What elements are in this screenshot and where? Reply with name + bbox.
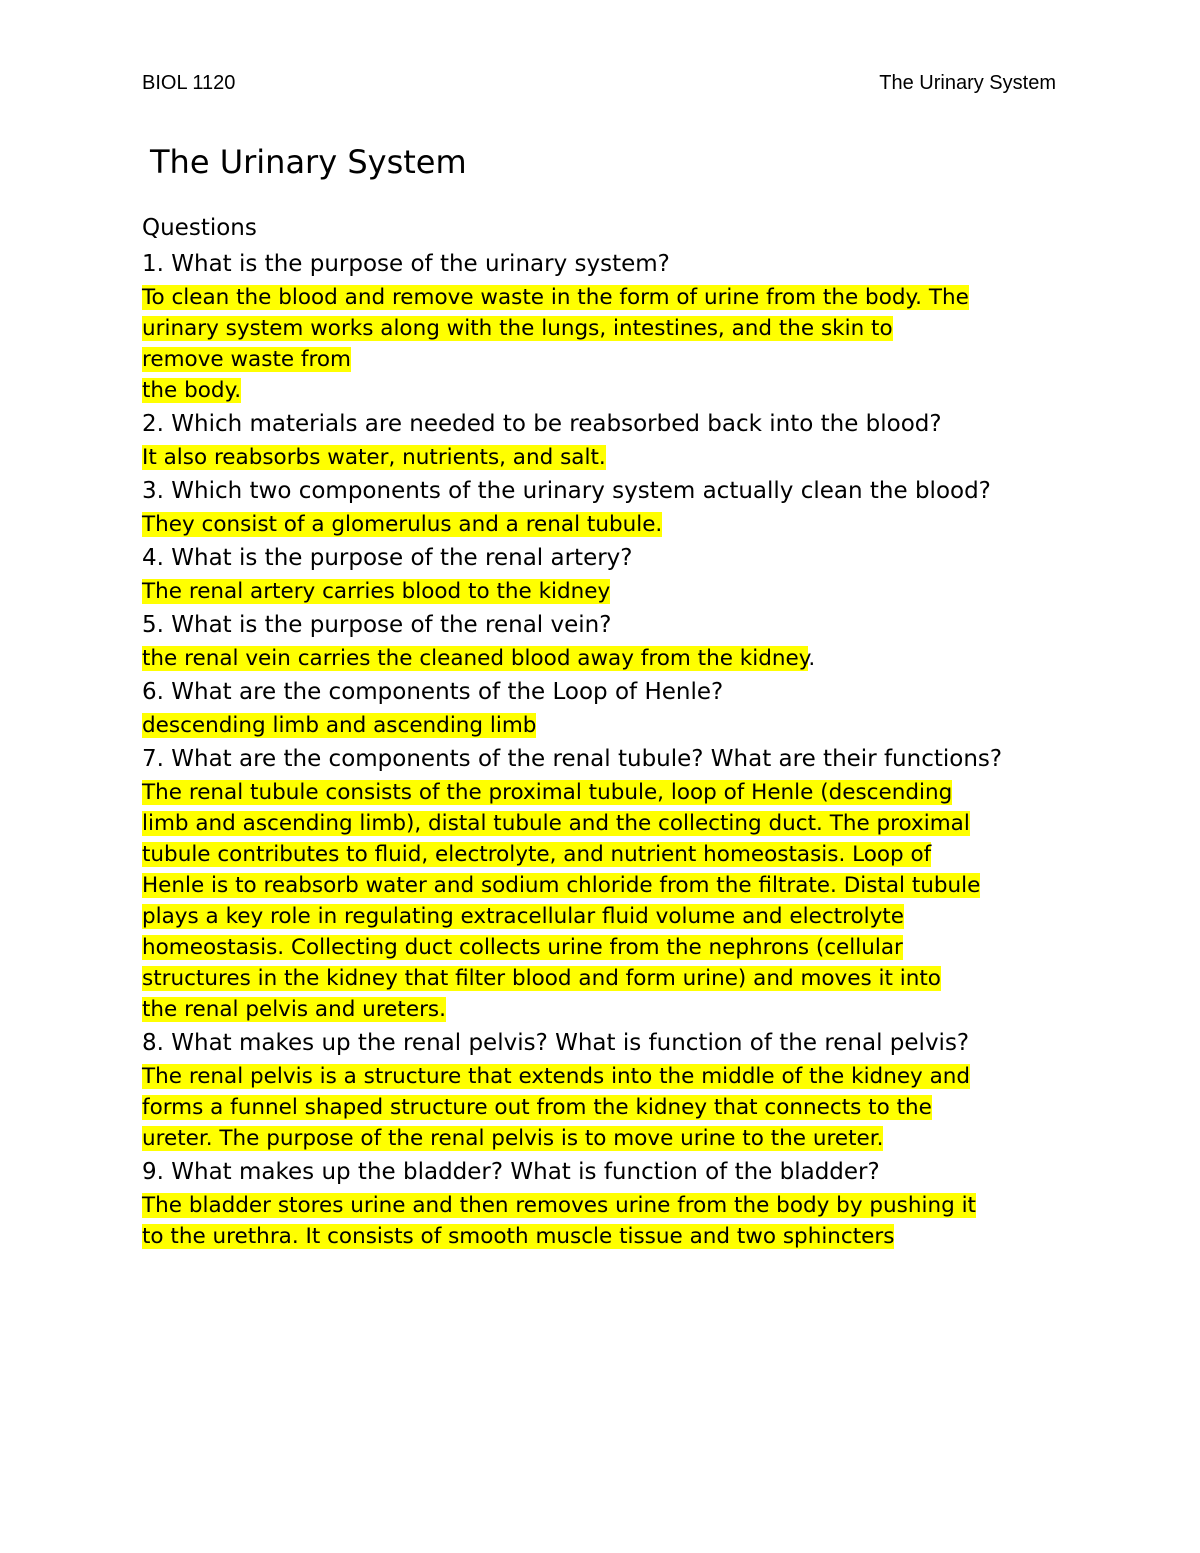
answer-line: To clean the blood and remove waste in the form of urine from the body. The <box>142 285 969 310</box>
answer-line: forms a funnel shaped structure out from the kidney that connects to the <box>142 1095 932 1120</box>
answer-2 <box>142 442 1072 473</box>
answer-line: The renal tubule consists of the proximal tubule, loop of Henle (descending <box>142 780 953 805</box>
answer-line: the body. <box>142 378 242 403</box>
section-label: Questions <box>142 215 257 241</box>
answer-line: descending limb and ascending limb <box>142 713 537 738</box>
question-2: 2. Which materials are needed to be reabsorbed back into the blood? <box>142 411 942 437</box>
answer-3 <box>142 509 1072 540</box>
header-course: BIOL 1120 <box>142 72 236 94</box>
answer-line: homeostasis. Collecting duct collects urine from the nephrons (cellular <box>142 935 903 960</box>
answer-line: structures in the kidney that filter blood and form urine) and moves it into <box>142 966 941 991</box>
running-header <box>142 72 1056 102</box>
answer-line: limb and ascending limb), distal tubule and the collecting duct. The proximal <box>142 811 970 836</box>
question-1: 1. What is the purpose of the urinary system? <box>142 251 670 277</box>
answer-line: Henle is to reabsorb water and sodium chloride from the filtrate. Distal tubule <box>142 873 981 898</box>
document-body <box>142 210 1072 1252</box>
question-3: 3. Which two components of the urinary system actually clean the blood? <box>142 478 991 504</box>
answer-line: The renal pelvis is a structure that extends into the middle of the kidney and <box>142 1064 971 1089</box>
header-topic: The Urinary System <box>879 72 1056 94</box>
answer-line: tubule contributes to fluid, electrolyte, and nutrient homeostasis. Loop of <box>142 842 932 867</box>
answer-tail: . <box>808 646 816 671</box>
answer-line: ureter. The purpose of the renal pelvis is to move urine to the ureter. <box>142 1126 884 1151</box>
answer-line: plays a key role in regulating extracellular fluid volume and electrolyte <box>142 904 904 929</box>
question-6: 6. What are the components of the Loop of Henle? <box>142 679 724 705</box>
question-4: 4. What is the purpose of the renal artery? <box>142 545 633 571</box>
answer-line: The bladder stores urine and then removes urine from the body by pushing it <box>142 1193 976 1218</box>
answer-7 <box>142 777 1072 1025</box>
answer-1 <box>142 282 1072 406</box>
answer-line: the renal pelvis and ureters. <box>142 997 446 1022</box>
answer-line: remove waste from <box>142 347 351 372</box>
answer-line: to the urethra. It consists of smooth muscle tissue and two sphincters <box>142 1224 895 1249</box>
answer-line: urinary system works along with the lungs, intestines, and the skin to <box>142 316 893 341</box>
document-title: The Urinary System <box>150 143 467 181</box>
question-7: 7. What are the components of the renal tubule? What are their functions? <box>142 746 1003 772</box>
answer-line: the renal vein carries the cleaned blood away from the kidney <box>142 646 809 671</box>
answer-line: It also reabsorbs water, nutrients, and salt. <box>142 445 606 470</box>
question-5: 5. What is the purpose of the renal vein? <box>142 612 612 638</box>
answer-5 <box>142 643 1072 674</box>
answer-4 <box>142 576 1072 607</box>
answer-8 <box>142 1061 1072 1154</box>
answer-line: The renal artery carries blood to the kidney <box>142 579 611 604</box>
answer-line: They consist of a glomerulus and a renal tubule. <box>142 512 663 537</box>
answer-6 <box>142 710 1072 741</box>
answer-9 <box>142 1190 1072 1252</box>
question-9: 9. What makes up the bladder? What is function of the bladder? <box>142 1159 880 1185</box>
question-8: 8. What makes up the renal pelvis? What is function of the renal pelvis? <box>142 1030 970 1056</box>
qa-list <box>142 246 1072 1252</box>
